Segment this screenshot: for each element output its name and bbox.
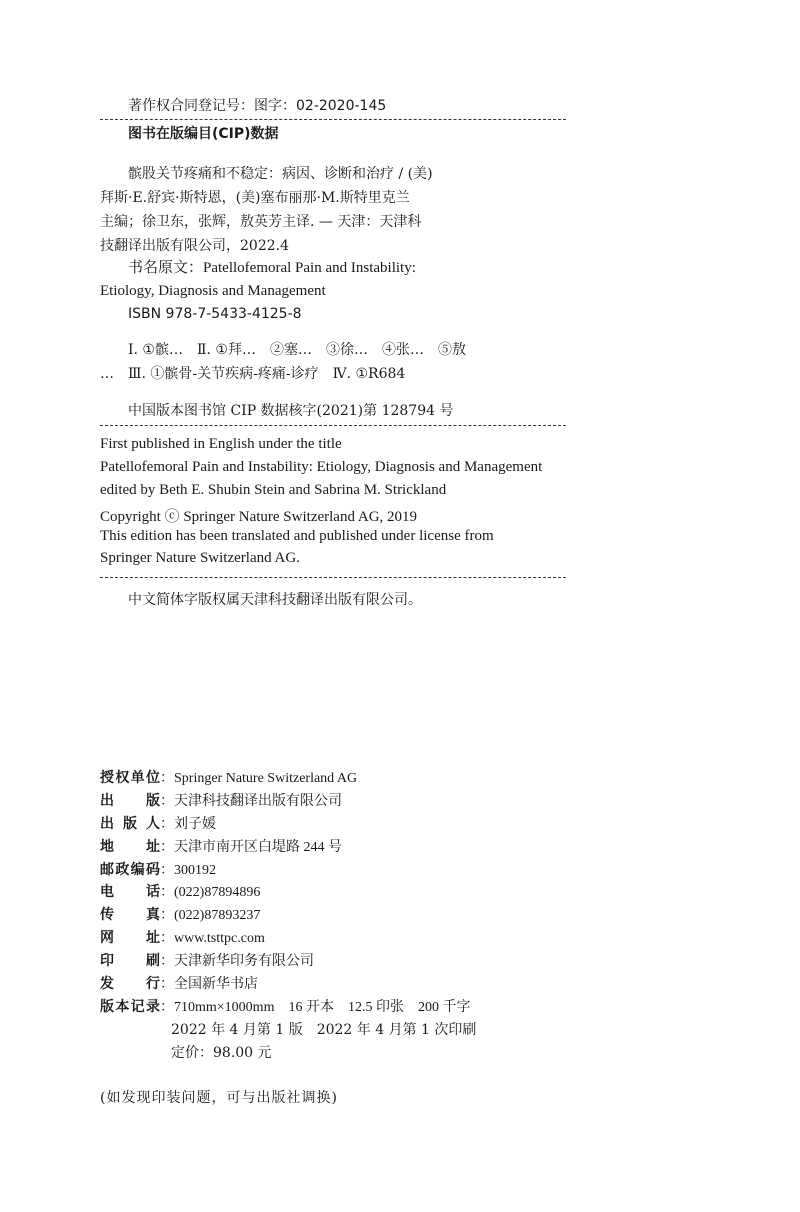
imprint-row — [100, 767, 476, 790]
cip-original-title-1: 书名原文：Patellofemoral Pain and Instability: — [128, 260, 416, 276]
imprint-label: 电 话 — [100, 884, 160, 901]
imprint-row — [100, 927, 476, 950]
divider-middle — [100, 425, 566, 426]
imprint-list — [100, 767, 476, 1065]
imprint-value: ：天津科技翻译出版有限公司 — [160, 793, 342, 809]
imprint-value: ：天津市南开区白堤路 244 号 — [160, 839, 342, 855]
imprint-value: ：300192 — [160, 862, 216, 878]
imprint-value: ：刘子媛 — [160, 816, 216, 832]
imprint-value: ：全国新华书店 — [160, 977, 258, 993]
imprint-label: 授权单位 — [100, 770, 160, 786]
footnote: (如发现印装问题，可与出版社调换) — [100, 1090, 338, 1106]
imprint-row — [100, 996, 476, 1019]
imprint-row — [100, 790, 476, 813]
cip-heading: 图书在版编目(CIP)数据 — [128, 126, 279, 142]
english-line-4: Copyright ⓒ Springer Nature Switzerland AG, 2019 — [100, 509, 418, 525]
isbn: ISBN 978-7-5433-4125-8 — [128, 306, 302, 322]
imprint-row — [100, 813, 476, 836]
imprint-label: 网 址 — [100, 930, 160, 947]
classification-line-1: Ⅰ. ①髌… Ⅱ. ①拜… ②塞… ③徐… ④张… ⑤敖 — [128, 342, 466, 358]
imprint-value: ：Springer Nature Switzerland AG — [160, 771, 358, 786]
imprint-row — [100, 973, 476, 996]
imprint-value: ：天津新华印务有限公司 — [160, 954, 314, 970]
imprint-row — [100, 859, 476, 882]
imprint-row — [100, 904, 476, 927]
imprint-row — [100, 950, 476, 973]
imprint-value: ：(022)87894896 — [160, 885, 261, 901]
copyright-registration: 著作权合同登记号：图字：02-2020-145 — [128, 98, 387, 114]
imprint-label: 出 版 — [100, 792, 160, 809]
rights-statement: 中文简体字版权属天津科技翻译出版有限公司。 — [128, 592, 422, 608]
imprint-label: 版本记录 — [100, 998, 160, 1015]
imprint-rows — [100, 767, 476, 1019]
imprint-value: ：(022)87893237 — [160, 908, 261, 924]
english-line-1: First published in English under the title — [100, 436, 342, 452]
english-line-2: Patellofemoral Pain and Instability: Etiology, Diagnosis and Management — [100, 459, 543, 475]
imprint-label: 出 版 人 — [100, 815, 160, 832]
divider-top — [100, 119, 566, 120]
cip-line-3: 主编；徐卫东，张辉，敖英芳主译. — 天津：天津科 — [100, 214, 422, 230]
cip-number: 中国版本图书馆 CIP 数据核字(2021)第 128794 号 — [128, 403, 454, 419]
cip-line-1: 髌股关节疼痛和不稳定：病因、诊断和治疗 / (美) — [128, 166, 433, 182]
english-line-6: Springer Nature Switzerland AG. — [100, 550, 300, 566]
english-line-3: edited by Beth E. Shubin Stein and Sabrina M. Strickland — [100, 482, 447, 498]
imprint-value: ：www.tsttpc.com — [160, 931, 265, 947]
classification-line-2: … Ⅲ. ①髌骨-关节疾病-疼痛-诊疗 Ⅳ. ①R684 — [100, 366, 406, 382]
imprint-label: 地 址 — [100, 838, 160, 855]
edition-line: 2022 年 4 月第 1 版 2022 年 4 月第 1 次印刷 — [171, 1021, 477, 1038]
price: 定价：98.00 元 — [171, 1044, 272, 1061]
imprint-row — [100, 836, 476, 859]
imprint-label: 邮政编码 — [100, 861, 160, 878]
cip-line-2: 拜斯·E.舒宾·斯特恩，(美)塞布丽那·M.斯特里克兰 — [100, 190, 410, 206]
cip-line-4: 技翻译出版有限公司，2022.4 — [100, 238, 289, 254]
imprint-label: 发 行 — [100, 976, 160, 993]
cip-original-title-2: Etiology, Diagnosis and Management — [100, 283, 326, 299]
imprint-row — [100, 881, 476, 904]
divider-bottom — [100, 577, 566, 578]
imprint-label: 传 真 — [100, 907, 160, 924]
english-line-5: This edition has been translated and published under license from — [100, 528, 494, 544]
imprint-value: ：710mm×1000mm 16 开本 12.5 印张 200 千字 — [160, 999, 471, 1015]
imprint-label: 印 刷 — [100, 953, 160, 970]
